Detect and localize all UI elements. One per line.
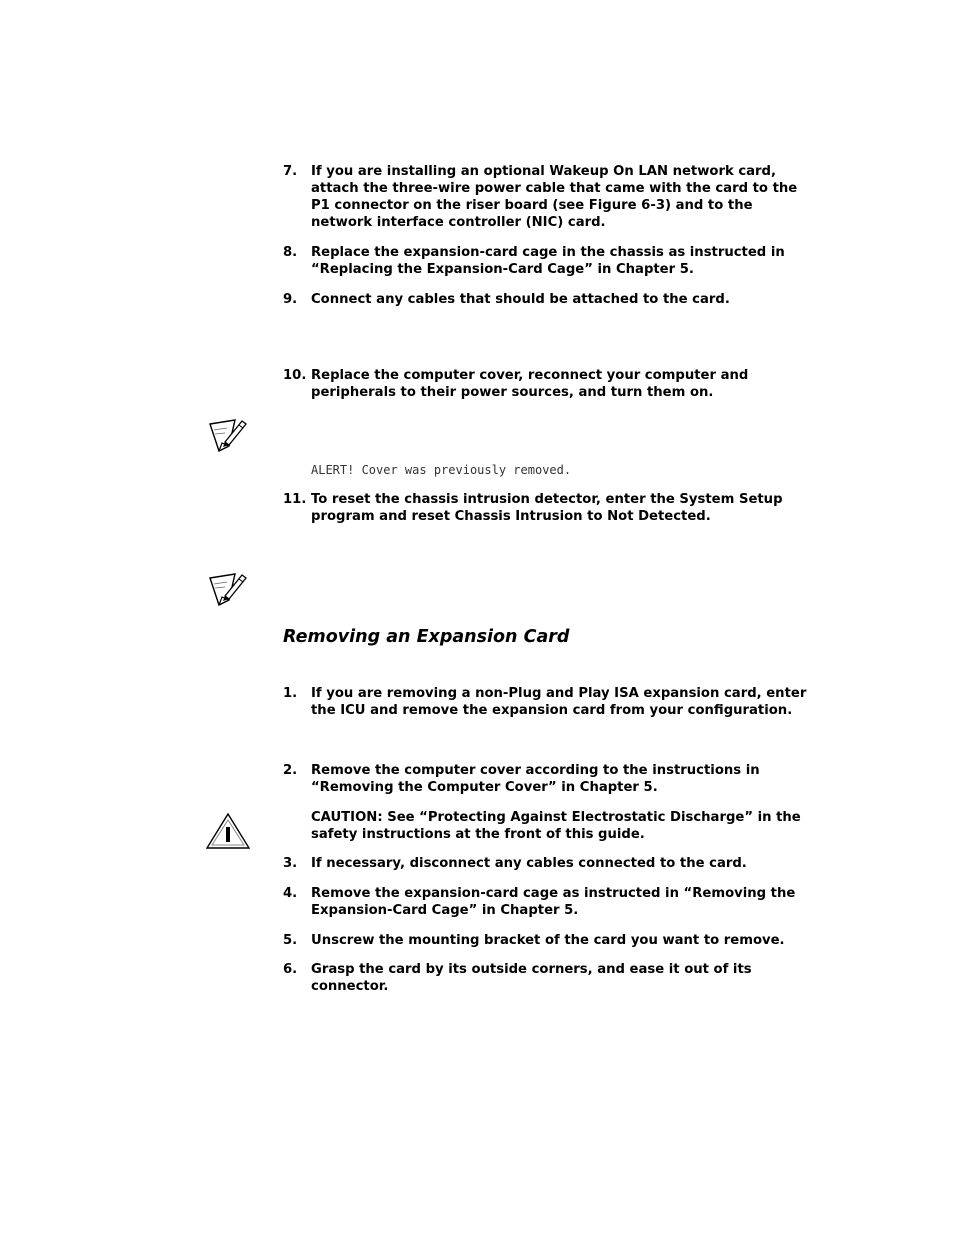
step-11: [283, 491, 818, 525]
step-number: 6.: [283, 962, 298, 977]
remove-step-2: [283, 762, 818, 796]
step-7: [283, 163, 818, 231]
step-text: Connect any cables that should be attached to the card.: [311, 292, 730, 307]
step-text: Remove the computer cover according to the instructions in “Removing the Computer Cover” in Chapter 5.: [311, 763, 760, 795]
section-heading: Removing an Expansion Card: [283, 627, 570, 647]
step-text: Remove the expansion-card cage as instructed in “Removing the Expansion-Card Cage” in Chapter 5.: [311, 886, 796, 918]
step-8: [283, 244, 818, 278]
step-10: [283, 367, 818, 401]
remove-step-5: [283, 932, 818, 949]
note-pencil-icon: [205, 570, 249, 612]
caution-triangle-icon: [205, 812, 251, 854]
step-text: Grasp the card by its outside corners, and ease it out of its connector.: [311, 962, 752, 994]
step-number: 7.: [283, 164, 298, 179]
remove-step-6: [283, 961, 818, 995]
step-text: To reset the chassis intrusion detector, enter the System Setup program and reset Chassis Intrusion to Not Detected.: [311, 492, 783, 524]
remove-step-4: [283, 885, 818, 919]
step-number: 2.: [283, 763, 298, 778]
remove-step-3: [283, 855, 818, 872]
alert-code-line: ALERT! Cover was previously removed.: [311, 463, 572, 477]
step-text: If necessary, disconnect any cables connected to the card.: [311, 856, 747, 871]
step-number: 5.: [283, 933, 298, 948]
step-number: 10.: [283, 368, 307, 383]
caution-text: CAUTION: See “Protecting Against Electrostatic Discharge” in the safety instructions at the front of this guide.: [311, 810, 801, 842]
step-number: 1.: [283, 686, 298, 701]
remove-step-1: [283, 685, 818, 719]
note-pencil-icon: [205, 416, 249, 458]
step-number: 3.: [283, 856, 298, 871]
step-9: [283, 291, 818, 308]
step-text: If you are installing an optional Wakeup On LAN network card, attach the three-wire power cable that came with the card to the P1 connector on the riser board (see Figure 6-3) and to the network interface controller (NIC) card.: [311, 164, 798, 230]
step-number: 9.: [283, 292, 298, 307]
step-number: 11.: [283, 492, 307, 507]
step-text: Replace the expansion-card cage in the chassis as instructed in “Replacing the Expansion-Card Cage” in Chapter 5.: [311, 245, 785, 277]
step-number: 4.: [283, 886, 298, 901]
step-text: If you are removing a non-Plug and Play ISA expansion card, enter the ICU and remove the expansion card from your configuration.: [311, 686, 807, 718]
step-text: Unscrew the mounting bracket of the card you want to remove.: [311, 933, 785, 948]
step-text: Replace the computer cover, reconnect your computer and peripherals to their power sources, and turn them on.: [311, 368, 749, 400]
step-number: 8.: [283, 245, 298, 260]
